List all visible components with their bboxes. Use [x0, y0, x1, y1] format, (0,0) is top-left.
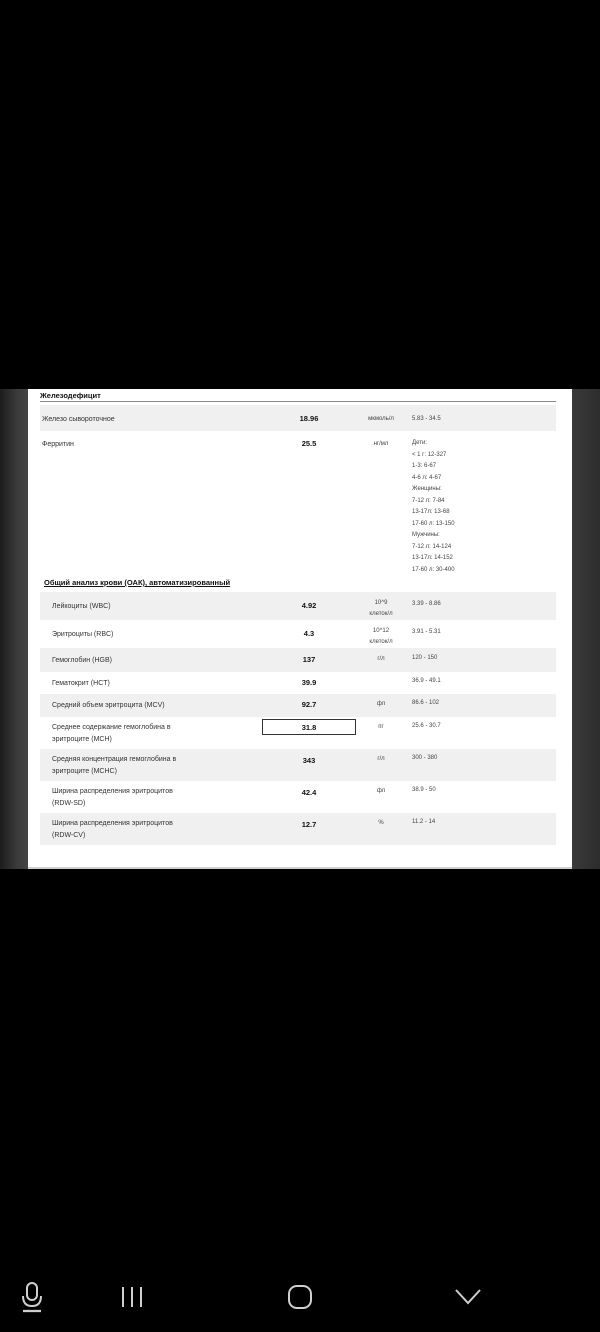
test-reference: 120 - 150: [412, 655, 438, 661]
ref-line: 13-17л: 13-68: [412, 509, 450, 515]
home-icon: [287, 1284, 313, 1310]
test-name: Средняя концентрация гемоглобина в эритроците (MCHC): [52, 756, 177, 775]
test-reference: 36.9 - 49.1: [412, 678, 441, 684]
test-value: 92.7: [301, 700, 317, 709]
test-unit: г/л: [377, 656, 385, 662]
ref-line: 17-60 л: 13-150: [412, 520, 455, 527]
photo-left-edge: [0, 389, 28, 869]
test-unit: пг: [378, 724, 384, 730]
recent-apps-button[interactable]: [112, 1280, 152, 1314]
home-button[interactable]: [280, 1280, 320, 1314]
test-value: 42.4: [301, 788, 317, 797]
ref-line: 13-17л: 14-152: [412, 555, 453, 561]
document-photo: [0, 389, 600, 869]
test-unit: мкмоль/л: [368, 416, 394, 422]
test-name: Средний объем эритроцита (MCV): [52, 702, 165, 709]
test-reference: 11.2 - 14: [412, 819, 436, 825]
table-row-mcv: [40, 694, 556, 717]
section-divider: [40, 401, 556, 402]
test-value: 4.92: [301, 601, 317, 610]
table-row-mch: [40, 717, 556, 749]
test-value: 39.9: [301, 678, 317, 687]
test-value: 18.96: [299, 414, 319, 423]
microphone-icon: [20, 1281, 44, 1313]
table-row-ferritin: [40, 431, 556, 573]
test-value: 25.5: [301, 439, 317, 448]
test-name: Железо сывороточное: [42, 416, 115, 423]
table-row-rdw-sd: [40, 781, 556, 813]
test-reference: 5.83 - 34.5: [412, 416, 441, 422]
test-value-highlighted: 31.8: [262, 719, 356, 735]
test-unit: 10^9 клеток/л: [369, 600, 393, 617]
test-unit: г/л: [377, 756, 385, 762]
ref-line: 1-3: 6-67: [412, 463, 437, 469]
test-name: Ширина распределения эритроцитов (RDW-CV): [52, 820, 173, 839]
test-value: 137: [302, 655, 316, 664]
test-unit: %: [378, 820, 384, 826]
ref-line: Женщины:: [412, 486, 442, 492]
test-value: 12.7: [301, 820, 317, 829]
ref-line: 7-12 л: 7-84: [412, 497, 445, 504]
test-reference: 3.91 - 5.31: [412, 629, 441, 635]
ref-line: 4-6 л: 4-67: [412, 474, 442, 481]
test-reference: 38.9 - 50: [412, 787, 436, 793]
ref-line: Дети:: [412, 440, 427, 446]
test-unit: 10^12 клеток/л: [369, 628, 393, 645]
test-reference-list: [412, 438, 455, 576]
photo-right-edge: [572, 389, 600, 869]
system-navigation-bar: [0, 1262, 600, 1332]
test-name: Ширина распределения эритроцитов (RDW-SD): [52, 788, 173, 807]
voice-input-button[interactable]: [12, 1280, 52, 1314]
test-reference: 86.6 - 102: [412, 700, 440, 706]
ref-line: 7-12 л: 14-124: [412, 543, 452, 550]
table-row-wbc: [40, 592, 556, 620]
ref-line: < 1 г: 12-327: [412, 451, 447, 458]
test-value: 4.3: [303, 629, 315, 638]
table-row-hct: [40, 672, 556, 694]
table-row-rdw-cv: [40, 813, 556, 845]
hide-keyboard-chevron-icon: [454, 1287, 482, 1307]
table-row-mchc: [40, 749, 556, 781]
hide-keyboard-button[interactable]: [448, 1280, 488, 1314]
test-unit: фл: [376, 701, 386, 707]
ref-line: 17-60 л: 30-400: [412, 566, 455, 573]
test-name: Ферритин: [42, 441, 74, 448]
test-unit: нг/мл: [373, 441, 389, 447]
recent-apps-icon: [119, 1284, 145, 1310]
test-name: Гематокрит (HCT): [52, 680, 110, 687]
section-title-iron-deficiency: Железодефицит: [40, 391, 101, 400]
test-name: Лейкоциты (WBC): [52, 603, 111, 610]
lab-report-page: [28, 389, 572, 869]
test-reference: 300 - 380: [412, 755, 438, 761]
table-row-rbc: [40, 620, 556, 648]
test-value: 343: [302, 756, 316, 765]
section-title-cbc: Общий анализ крови (ОАК), автоматизированный: [44, 578, 231, 587]
test-reference: 3.39 - 8.86: [412, 601, 441, 607]
table-row-serum-iron: [40, 405, 556, 431]
test-name: Эритроциты (RBC): [52, 631, 114, 638]
ref-line: Мужчины:: [412, 532, 440, 538]
test-name: Гемоглобин (HGB): [52, 657, 112, 664]
table-row-hgb: [40, 648, 556, 672]
test-unit: фл: [376, 788, 386, 794]
test-name: Среднее содержание гемоглобина в эритроците (MCH): [52, 724, 171, 743]
test-reference: 25.6 - 30.7: [412, 723, 441, 729]
